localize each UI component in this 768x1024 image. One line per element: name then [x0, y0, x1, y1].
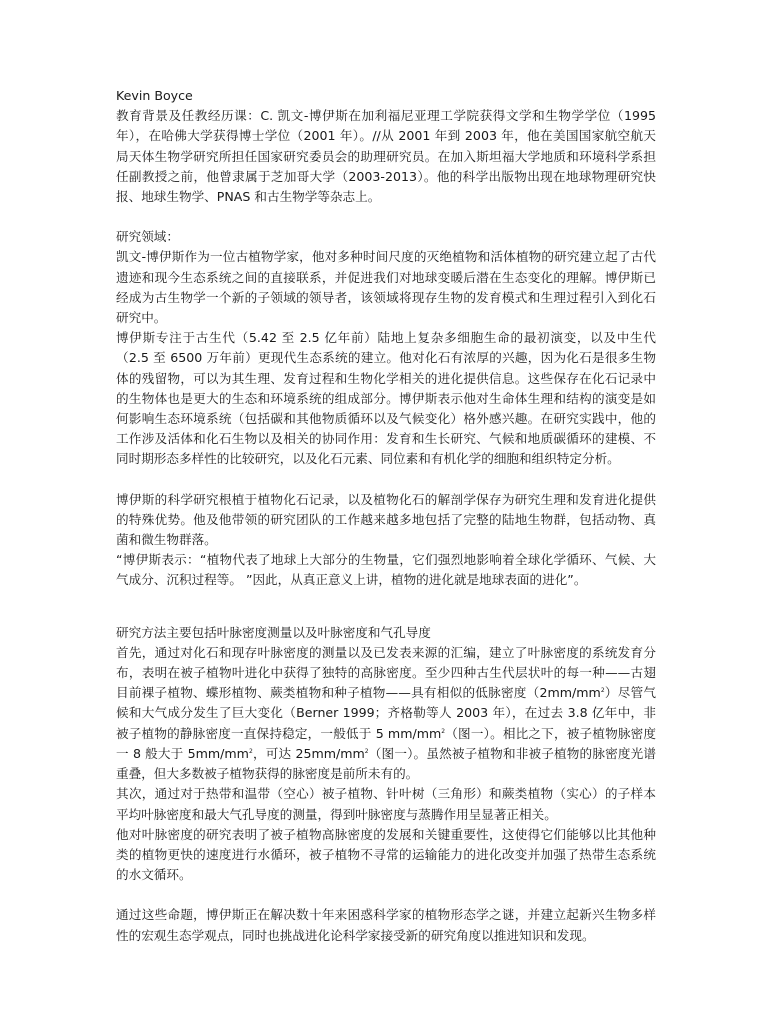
methods-heading: 研究方法主要包括叶脉密度测量以及叶脉密度和气孔导度 [116, 624, 431, 640]
methods-paragraph-2: 其次，通过对于热带和温带（空心）被子植物、针叶树（三角形）和蕨类植物（实心）的子样本平均叶脉密度和最大气孔导度的测量，得到叶脉密度与蒸腾作用呈显著正相关。 [116, 786, 656, 822]
methods-text-b: ）尽管气候和大气成分发生了巨大变化（Berner 1999；齐格勒等人 2003 年），在过去 3.8 亿年中，非被子植物的静脉密度一直保持稳定，一般低于 5 mm/mm [116, 685, 657, 741]
superscript: 2 [600, 687, 605, 695]
research-paragraph-3: 博伊斯的科学研究根植于植物化石记录，以及植物化石的解剖学保存为研究生理和发育进化提供的特殊优势。他及他带领的研究团队的工作越来越多地包括了完整的陆地生物群，包括动物、真菌和微生物群落。 [116, 491, 656, 548]
superscript: 2 [248, 747, 253, 755]
methods-text-a: 首先，通过对化石和现存叶脉密度的测量以及已发表来源的汇编，建立了叶脉密度的系统发育分布，表明在被子植物叶进化中获得了独特的高脉密度。至少四种古生代层状叶的每一种——古翅目前裸子植物、蝶形植物、蕨类植物和种子植物——具有相似的低脉密度（2mm/mm [116, 644, 656, 701]
spacer [116, 207, 656, 227]
document-body [116, 86, 656, 946]
superscript: 2 [441, 727, 446, 735]
author-name: Kevin Boyce [116, 88, 193, 103]
conclusion-paragraph: 通过这些命题，博伊斯正在解决数十年来困惑科学家的植物形态学之谜，并建立起新兴生物多样性的宏观生态学观点，同时也挑战进化论科学家接受新的研究角度以推进知识和发现。 [116, 907, 656, 943]
research-paragraph-1: 凯文-博伊斯作为一位古植物学家，他对多种时间尺度的灭绝植物和活体植物的研究建立起了古代遗迹和现今生态系统之间的直接联系，并促进我们对地球变暖后潜在生态变化的理解。博伊斯已经成为古生物学一个新的子领域的领导者，该领域将现存生物的发育模式和生理过程引入到化石研究中。 [116, 249, 656, 326]
bio-paragraph: 教育背景及任教经历课：C. 凯文-博伊斯在加利福尼亚理工学院获得文学和生物学学位（1995 年），在哈佛大学获得博士学位（2001 年）。//从 2001 年到 2003 年，他在美国国家航空航天局天体生物学研究所担任国家研究委员会的助理研究员。在加入斯坦福大学地质和环境科学系担任副教授之前，他曾隶属于芝加哥大学（2003-2013）。他的科学出版物出现在地球物理研究快报、地球生物学、PNAS 和古生物学等杂志上。 [116, 108, 656, 205]
quote-paragraph: “博伊斯表示：“植物代表了地球上大部分的生物量，它们强烈地影响着全球化学循环、气候、大气成分、沉积过程等。 ”因此，从真正意义上讲，植物的进化就是地球表面的进化”。 [116, 552, 656, 588]
methods-text-c: （图一）。相比之下，被子植物脉密度一 8 般大于 5mm/mm [116, 725, 656, 761]
spacer [116, 470, 656, 490]
spacer [116, 591, 656, 623]
methods-paragraph-3: 他对叶脉密度的研究表明了被子植物高脉密度的发展和关键重要性，这使得它们能够以比其他种类的植物更快的速度进行水循环，被子植物不寻常的运输能力的进化改变并加强了热带生态系统的水文循环。 [116, 826, 656, 883]
methods-paragraph-1 [116, 643, 656, 784]
methods-text-d: ，可达 25mm/mm [252, 745, 365, 761]
research-paragraph-2: 博伊斯专注于古生代（5.42 至 2.5 亿年前）陆地上复杂多细胞生命的最初演变，以及中生代（2.5 至 6500 万年前）更现代生态系统的建立。他对化石有浓厚的兴趣，因为化石是很多生物体的残留物，可以为其生理、发育过程和生物化学相关的进化提供信息。这些保存在化石记录中的生物体也是更大的生态和环境系统的组成部分。博伊斯表示他对生命体生理和结构的演变是如何影响生态环境系统（包括碳和其他物质循环以及气候变化）格外感兴趣。在研究实践中，他的工作涉及活体和化石生物以及相关的协同作用：发育和生长研究、气候和地质碳循环的建模、不同时期形态多样性的比较研究，以及化石元素、同位素和有机化学的细胞和组织特定分析。 [116, 330, 656, 467]
methods-text-e: （图一）。虽然被子植物和非被子植物的脉密度光谱重叠，但大多数被子植物获得的脉密度是前所未有的。 [116, 745, 656, 782]
spacer [116, 885, 656, 905]
superscript: 2 [364, 747, 369, 755]
research-heading: 研究领域： [116, 229, 179, 245]
